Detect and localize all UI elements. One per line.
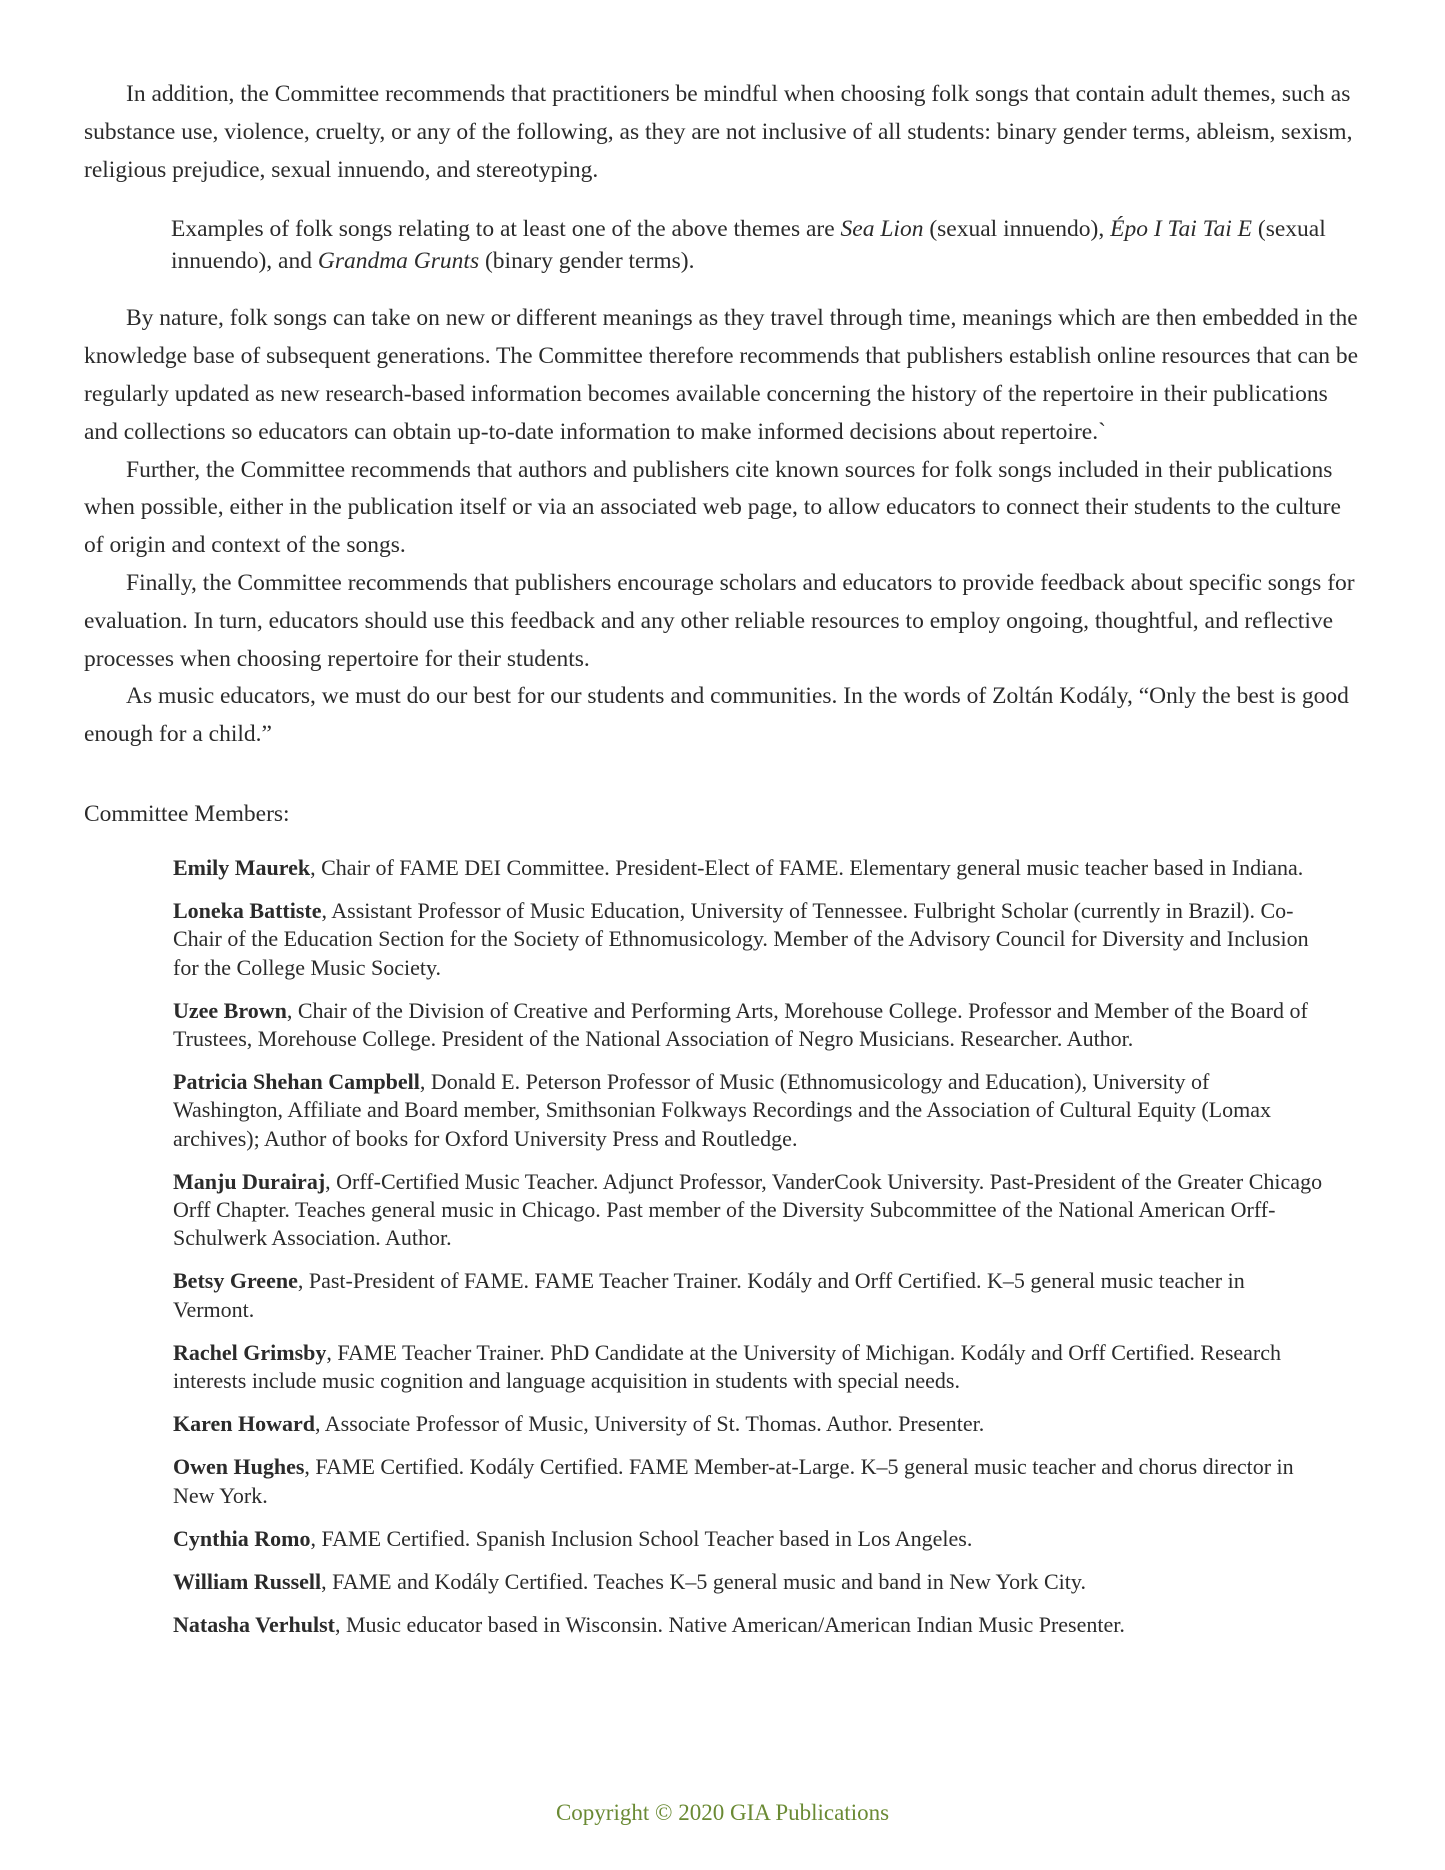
paragraph-feedback: Finally, the Committee recommends that publishers encourage scholars and educators to provide feedback about specific songs for evaluation. In turn, educators should use this feedback and any other reliable resources to employ ongoing, thoughtful, and reflective processes when choosing repertoire for their students. (84, 569, 1355, 672)
list-item: Owen Hughes, FAME Certified. Kodály Certified. FAME Member-at-Large. K–5 general music teacher and chorus director in New York. (173, 1454, 1294, 1508)
list-item: Manju Durairaj, Orff-Certified Music Teacher. Adjunct Professor, VanderCook University. Past-President of the Greater Chicago Orff Chapter. Teaches general music in Chicago. Past member of the Diversity Subcommittee of the National American Orff-Schulwerk Association. Author. (173, 1168, 1323, 1251)
committee-heading: Committee Members: (84, 800, 290, 827)
list-item: Emily Maurek, Chair of FAME DEI Committee. President-Elect of FAME. Elementary general music teacher based in Indiana. (173, 854, 1304, 880)
list-item: Patricia Shehan Campbell, Donald E. Peterson Professor of Music (Ethnomusicology and Education), University of Washington, Affiliate and Board member, Smithsonian Folkways Recordings and the Association of Cultural Equity (Lomax archives); Author of books for Oxford University Press and Routledge. (173, 1069, 1272, 1151)
list-item: Loneka Battiste, Assistant Professor of Music Education, University of Tennessee. Fulbright Scholar (currently in Brazil). Co-Chair of the Education Section for the Society of Ethnomusicology. Member of the Advisory Council for Diversity and Inclusion for the College Music Society. (173, 898, 1309, 980)
document-body (84, 76, 1364, 1654)
song-title-grandma-grunts: Grandma Grunts (317, 248, 480, 275)
intro-paragraph: In addition, the Committee recommends that practitioners be mindful when choosing folk songs that contain adult themes, such as substance use, violence, cruelty, or any of the following, as they are not inclusive of all students: binary gender terms, ableism, sexism, religious prejudice, sexual innuendo, and stereotyping. (84, 81, 1353, 183)
list-item: Rachel Grimsby, FAME Teacher Trainer. PhD Candidate at the University of Michigan. Kodály and Orff Certified. Research interests include music cognition and language acquisition in students with special needs. (173, 1339, 1282, 1393)
committee-members-list (84, 854, 1364, 1639)
examples-block: Examples of folk songs relating to at least one of the above themes are Sea Lion (sexual innuendo), Épo I Tai Tai E (sexual innuendo), and Grandma Grunts (binary gender terms). (171, 216, 1326, 275)
paragraph-folk-meanings: By nature, folk songs can take on new or different meanings as they travel through time, meanings which are then embedded in the knowledge base of subsequent generations. The Committee therefore recommends that publishers establish online resources that can be regularly updated as new research-based information becomes available concerning the history of the repertoire in their publications and collections so educators can obtain up-to-date information to make informed decisions about repertoire.` (84, 305, 1359, 445)
list-item: William Russell, FAME and Kodály Certified. Teaches K–5 general music and band in New York City. (173, 1569, 1086, 1595)
list-item: Uzee Brown, Chair of the Division of Creative and Performing Arts, Morehouse College. Professor and Member of the Board of Trustees, Morehouse College. President of the National Association of Negro Musicians. Researcher. Author. (173, 997, 1308, 1051)
list-item: Karen Howard, Associate Professor of Music, University of St. Thomas. Author. Presenter. (173, 1411, 985, 1437)
copyright-footer: Copyright © 2020 GIA Publications (555, 1800, 890, 1825)
paragraph-kodaly-quote: As music educators, we must do our best for our students and communities. In the words of Zoltán Kodály, “Only the best is good enough for a child.” (84, 683, 1349, 748)
list-item: Cynthia Romo, FAME Certified. Spanish Inclusion School Teacher based in Los Angeles. (173, 1525, 973, 1551)
list-item: Natasha Verhulst, Music educator based in Wisconsin. Native American/American Indian Music Presenter. (173, 1612, 1125, 1638)
song-title-sea-lion: Sea Lion (840, 216, 924, 243)
song-title-epo-i-tai-tai-e: Épo I Tai Tai E (1110, 216, 1253, 243)
paragraph-cite-sources: Further, the Committee recommends that authors and publishers cite known sources for folk songs included in their publications when possible, either in the publication itself or via an associated web page, to allow educators to connect their students to the culture of origin and context of the songs. (84, 456, 1341, 559)
list-item: Betsy Greene, Past-President of FAME. FAME Teacher Trainer. Kodály and Orff Certified. K–5 general music teacher in Vermont. (173, 1268, 1245, 1322)
